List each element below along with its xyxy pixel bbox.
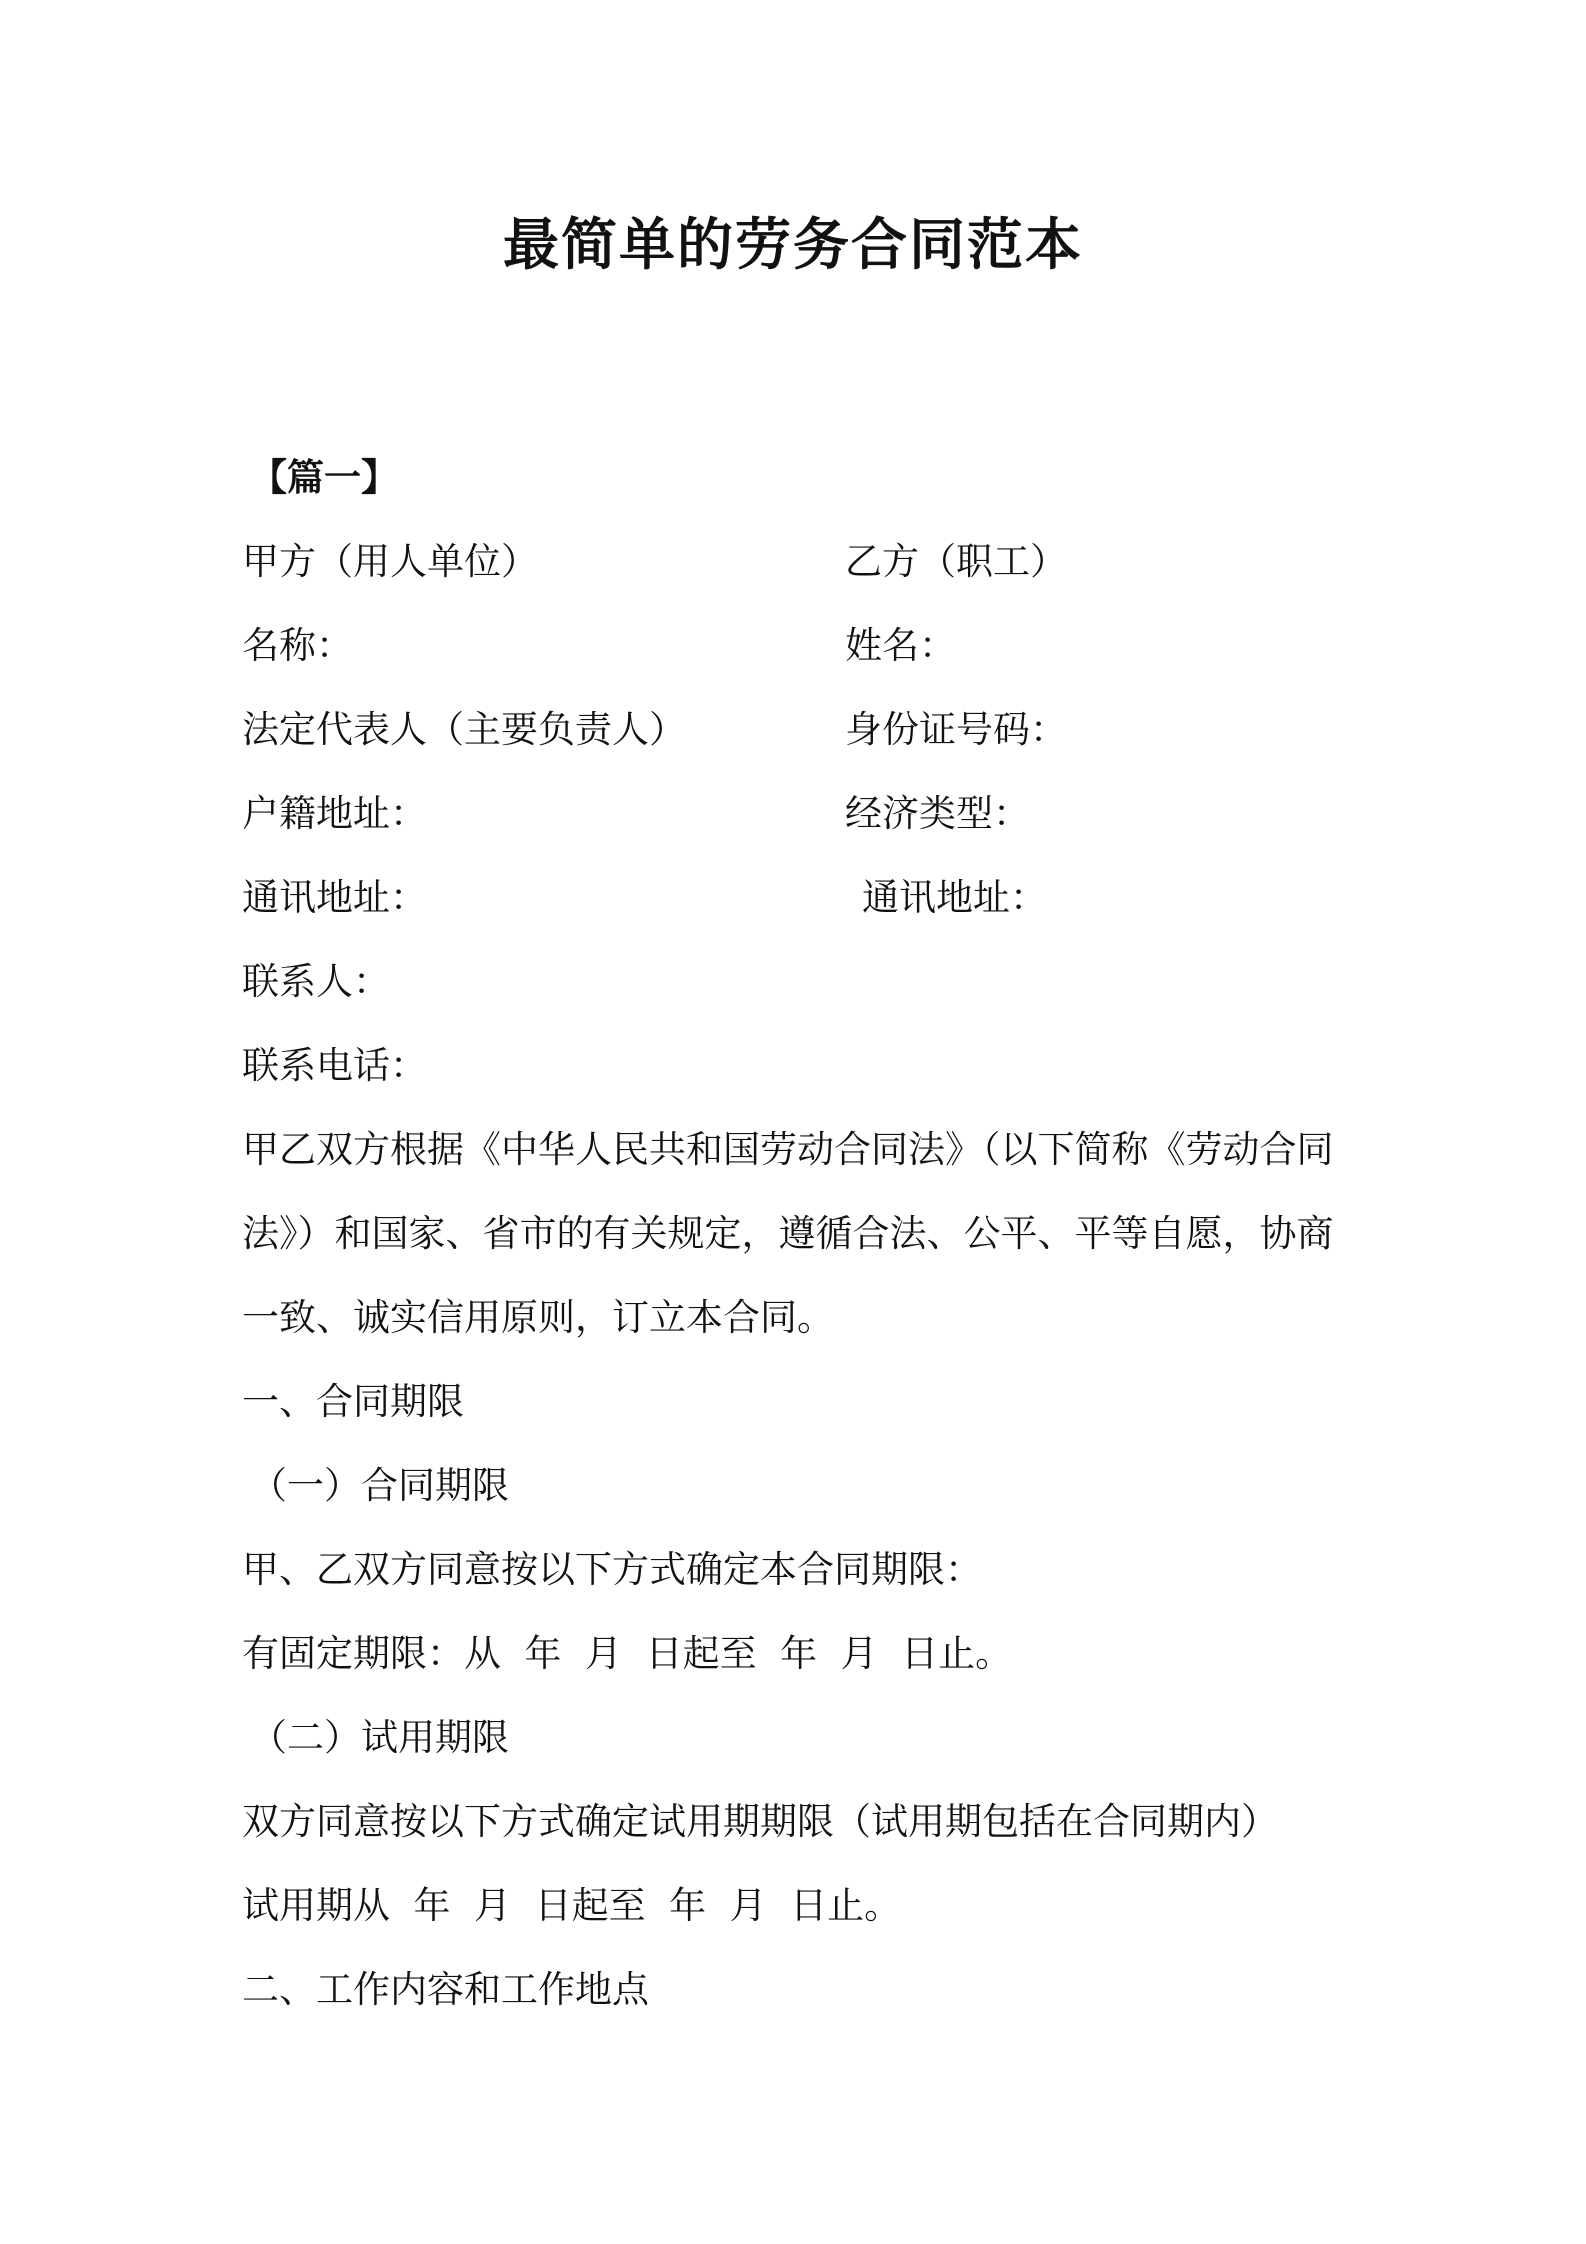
party-b-id-label: 身份证号码：: [845, 708, 1067, 751]
party-a-household-label: 户籍地址：: [242, 792, 427, 835]
party-a-contact-label: 联系人：: [242, 960, 390, 1003]
clause-1-sub1-text: 甲、乙双方同意按以下方式确定本合同期限：: [242, 1548, 982, 1591]
party-b-header: 乙方（职工）: [845, 540, 1067, 583]
clause-1-sub2-text: 双方同意按以下方式确定试用期期限（试用期包括在合同期内）: [242, 1800, 1278, 1843]
party-b-name-label: 姓名：: [845, 624, 956, 667]
intro-line-3: 一致、诚实信用原则，订立本合同。: [242, 1296, 834, 1339]
document-title: 最简单的劳务合同范本: [503, 213, 1083, 278]
clause-2-heading: 二、工作内容和工作地点: [242, 1968, 649, 2011]
section-label: 【篇一】: [250, 456, 398, 499]
party-a-legal-rep-label: 法定代表人（主要负责人）: [242, 708, 686, 751]
party-a-header: 甲方（用人单位）: [242, 540, 538, 583]
intro-line-1: 甲乙双方根据《中华人民共和国劳动合同法》（以下简称《劳动合同: [242, 1128, 1334, 1171]
party-a-address-label: 通讯地址：: [242, 876, 427, 919]
party-b-address-label: 通讯地址：: [862, 876, 1047, 919]
intro-line-2: 法》）和国家、省市的有关规定，遵循合法、公平、平等自愿，协商: [242, 1212, 1334, 1255]
clause-1-probation-period: 试用期从 年 月 日起至 年 月 日止。: [242, 1884, 902, 1927]
clause-1-sub2-heading: （二）试用期限: [250, 1716, 509, 1759]
party-a-phone-label: 联系电话：: [242, 1044, 427, 1087]
clause-1-sub1-heading: （一）合同期限: [250, 1464, 509, 1507]
party-b-econ-type-label: 经济类型：: [845, 792, 1030, 835]
party-a-name-label: 名称：: [242, 624, 353, 667]
clause-1-fixed-term: 有固定期限：从 年 月 日起至 年 月 日止。: [242, 1632, 1013, 1675]
clause-1-heading: 一、合同期限: [242, 1380, 464, 1423]
